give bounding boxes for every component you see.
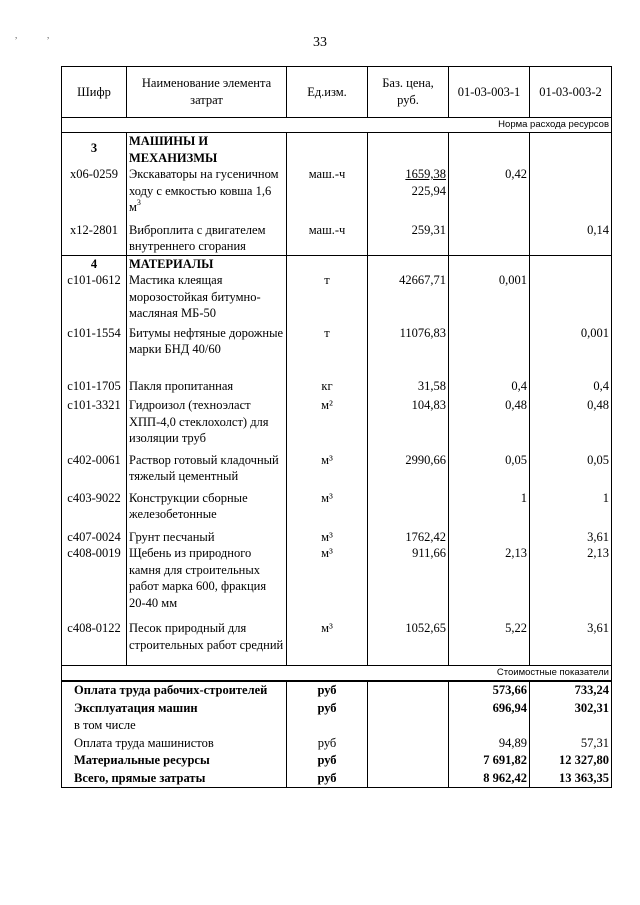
- row-value-1: 1: [449, 485, 530, 523]
- section-title: МАТЕРИАЛЫ: [127, 255, 287, 272]
- row-value-1: 0,05: [449, 447, 530, 485]
- header-code: Шифр: [62, 67, 127, 118]
- summary-name: в том числе: [62, 717, 287, 735]
- row-unit: м³: [287, 485, 368, 523]
- row-name: Грунт песчаный: [127, 523, 287, 546]
- row-value-1: 0,4: [449, 358, 530, 395]
- row-price: 104,83: [368, 394, 449, 447]
- row-code: х06-0259: [62, 166, 127, 216]
- row-value-2: 3,61: [530, 523, 612, 546]
- row-value-2: 0,001: [530, 322, 612, 358]
- row-unit: м³: [287, 523, 368, 546]
- row-price: 1052,65: [368, 611, 449, 666]
- row-value-2: 0,05: [530, 447, 612, 485]
- table-row: [62, 216, 612, 256]
- table-row: [62, 166, 612, 216]
- table-row: [62, 611, 612, 666]
- summary-value-1: 696,94: [449, 700, 530, 718]
- header-name: Наименование элемента затрат: [127, 67, 287, 118]
- summary-row: [62, 681, 612, 700]
- section-title: МАШИНЫ И МЕХАНИЗМЫ: [127, 133, 287, 167]
- row-unit: т: [287, 272, 368, 322]
- row-price: 1762,42: [368, 523, 449, 546]
- summary-row: [62, 752, 612, 770]
- table-row: [62, 447, 612, 485]
- row-name: Экскаваторы на гусеничном ходу с емкостью ковша 1,6 $м^3$: [127, 166, 287, 216]
- cost-label-row: [62, 666, 612, 682]
- row-name: Виброплита с двигателем внутреннего сгорания: [127, 216, 287, 256]
- norm-label-row: [62, 118, 612, 133]
- row-code: с101-1554: [62, 322, 127, 358]
- summary-value-2: 302,31: [530, 700, 612, 718]
- section-code: 4: [62, 255, 127, 272]
- row-price: 2990,66: [368, 447, 449, 485]
- row-code: с101-0612: [62, 272, 127, 322]
- row-name: Гидроизол (техноэласт ХПП-4,0 стеклохолст) для изоляции труб: [127, 394, 287, 447]
- row-value-1: 5,22: [449, 611, 530, 666]
- summary-name: Эксплуатация машин: [62, 700, 287, 718]
- row-name: Раствор готовый кладочный тяжелый цементный: [127, 447, 287, 485]
- row-unit: кг: [287, 358, 368, 395]
- summary-unit: руб: [287, 752, 368, 770]
- row-code: с403-9022: [62, 485, 127, 523]
- summary-row: [62, 770, 612, 788]
- summary-name: Всего, прямые затраты: [62, 770, 287, 788]
- row-value-2: 1: [530, 485, 612, 523]
- summary-value-2: 12 327,80: [530, 752, 612, 770]
- row-value-2: [530, 272, 612, 322]
- resource-table-container: [61, 66, 611, 800]
- table-row: [62, 394, 612, 447]
- row-value-1: [449, 216, 530, 256]
- header-price: Баз. цена, руб.: [368, 67, 449, 118]
- summary-row: [62, 700, 612, 718]
- section-row: [62, 133, 612, 167]
- row-unit: м³: [287, 447, 368, 485]
- row-unit: м²: [287, 394, 368, 447]
- summary-value-1: 7 691,82: [449, 752, 530, 770]
- row-name: Щебень из природного камня для строительных работ марка 600, фракция 20-40 мм: [127, 545, 287, 611]
- section-row: [62, 255, 612, 272]
- summary-name: Оплата труда машинистов: [62, 735, 287, 753]
- summary-unit: руб: [287, 735, 368, 753]
- summary-unit: [287, 717, 368, 735]
- summary-row: [62, 717, 612, 735]
- row-unit: м³: [287, 545, 368, 611]
- row-code: с402-0061: [62, 447, 127, 485]
- row-price: 911,66: [368, 545, 449, 611]
- row-value-1: 2,13: [449, 545, 530, 611]
- row-code: с101-3321: [62, 394, 127, 447]
- summary-value-1: 94,89: [449, 735, 530, 753]
- row-name: Песок природный для строительных работ средний: [127, 611, 287, 666]
- row-price: [368, 485, 449, 523]
- row-price: 11076,83: [368, 322, 449, 358]
- summary-value-2: 13 363,35: [530, 770, 612, 788]
- row-unit: т: [287, 322, 368, 358]
- table-row: [62, 485, 612, 523]
- section-code: 3: [62, 133, 127, 167]
- summary-unit: руб: [287, 770, 368, 788]
- row-value-2: 0,48: [530, 394, 612, 447]
- norm-label: Норма расхода ресурсов: [62, 118, 612, 133]
- page-number: 33: [313, 35, 327, 50]
- table-row: [62, 545, 612, 611]
- row-value-2: [530, 166, 612, 216]
- summary-name: Материальные ресурсы: [62, 752, 287, 770]
- row-price-main: 1659,38: [405, 167, 446, 181]
- row-name: Мастика клеящая морозостойкая битумно-масляная МБ-50: [127, 272, 287, 322]
- summary-value-1: 573,66: [449, 681, 530, 700]
- row-value-2: 0,14: [530, 216, 612, 256]
- summary-unit: руб: [287, 681, 368, 700]
- row-name: Пакля пропитанная: [127, 358, 287, 395]
- row-price: 42667,71: [368, 272, 449, 322]
- row-code: х12-2801: [62, 216, 127, 256]
- row-code: с408-0019: [62, 545, 127, 611]
- row-value-2: 3,61: [530, 611, 612, 666]
- row-unit: м³: [287, 611, 368, 666]
- resource-table: [61, 66, 612, 788]
- row-code: с101-1705: [62, 358, 127, 395]
- summary-value-1: [449, 717, 530, 735]
- summary-unit: руб: [287, 700, 368, 718]
- row-value-1: [449, 322, 530, 358]
- row-value-1: 0,42: [449, 166, 530, 216]
- scan-mark: ,: [47, 30, 50, 40]
- table-header-row: [62, 67, 612, 118]
- row-price: 259,31: [368, 216, 449, 256]
- summary-value-2: 733,24: [530, 681, 612, 700]
- row-value-1: 0,48: [449, 394, 530, 447]
- header-col2: 01-03-003-2: [530, 67, 612, 118]
- summary-row: [62, 735, 612, 753]
- row-code: с407-0024: [62, 523, 127, 546]
- summary-value-2: [530, 717, 612, 735]
- row-value-1: 0,001: [449, 272, 530, 322]
- row-code: с408-0122: [62, 611, 127, 666]
- summary-value-1: 8 962,42: [449, 770, 530, 788]
- row-price: [368, 166, 449, 216]
- table-row: [62, 322, 612, 358]
- table-row: [62, 272, 612, 322]
- row-value-2: 0,4: [530, 358, 612, 395]
- row-price-secondary: 225,94: [411, 183, 446, 198]
- header-col1: 01-03-003-1: [449, 67, 530, 118]
- row-unit: маш.-ч: [287, 166, 368, 216]
- table-row: [62, 523, 612, 546]
- cost-label: Стоимостные показатели: [62, 666, 612, 682]
- scan-mark: ,: [15, 30, 18, 40]
- summary-value-2: 57,31: [530, 735, 612, 753]
- table-row: [62, 358, 612, 395]
- header-unit: Ед.изм.: [287, 67, 368, 118]
- row-value-2: 2,13: [530, 545, 612, 611]
- row-value-1: [449, 523, 530, 546]
- row-name: Конструкции сборные железобетонные: [127, 485, 287, 523]
- row-unit: маш.-ч: [287, 216, 368, 256]
- row-price: 31,58: [368, 358, 449, 395]
- row-name: Битумы нефтяные дорожные марки БНД 40/60: [127, 322, 287, 358]
- summary-name: Оплата труда рабочих-строителей: [62, 681, 287, 700]
